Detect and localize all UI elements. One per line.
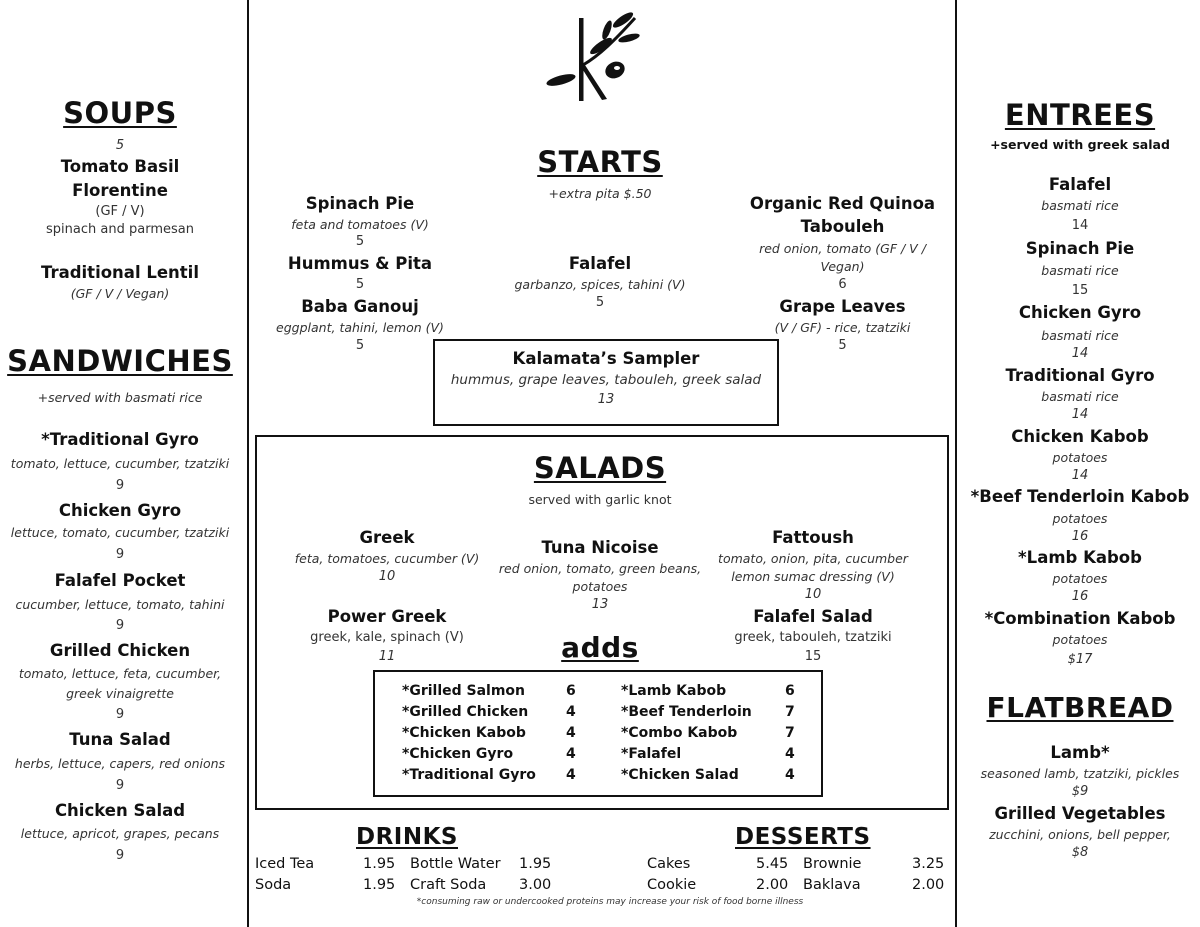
salad-power-desc: greek, kale, spinach (V) [310, 630, 464, 645]
add-item-price: 4 [566, 704, 576, 720]
start-center-price: 5 [595, 295, 605, 310]
entree-name: *Combination Kabob [984, 609, 1176, 628]
add-item-price: 6 [566, 683, 576, 699]
sandwich-price: 9 [115, 547, 125, 562]
add-item [621, 681, 795, 702]
start-price: 5 [838, 338, 847, 353]
entree-price: 16 [1071, 589, 1089, 604]
entree-name: Chicken Kabob [1011, 427, 1149, 446]
salad-fattoush-desc-line2: lemon sumac dressing (V) [731, 569, 895, 584]
sandwich-name: Falafel Pocket [54, 571, 186, 590]
add-item [621, 765, 795, 786]
start-name: Baba Ganouj [301, 297, 419, 316]
entree-price: 14 [1071, 468, 1089, 483]
sampler-desc: hummus, grape leaves, tabouleh, greek salad [450, 372, 762, 388]
start-price: 5 [355, 338, 365, 353]
salad-falafel-desc: greek, tabouleh, tzatziki [734, 630, 892, 645]
entree-name: *Beef Tenderloin Kabob [970, 487, 1190, 506]
dessert-price: 2.00 [756, 877, 789, 893]
salad-greek-desc: feta, tomatoes, cucumber (V) [294, 551, 480, 566]
add-item-name: *Lamb Kabob [621, 683, 727, 699]
flatbread-price: $9 [1071, 784, 1089, 799]
add-item-price: 7 [785, 704, 795, 720]
sandwich-desc: lettuce, apricot, grapes, pecans [20, 826, 220, 841]
drink-item [410, 854, 551, 875]
sandwich-desc-line2: greek vinaigrette [66, 686, 174, 701]
dessert-price: 5.45 [756, 856, 789, 872]
sandwich-name: Chicken Gyro [58, 501, 182, 520]
add-item-price: 4 [785, 767, 795, 783]
add-item [402, 744, 576, 765]
add-item-name: *Traditional Gyro [402, 767, 536, 783]
salad-tuna-desc-line2: potatoes [572, 579, 628, 594]
sampler-price: 13 [597, 392, 615, 407]
entree-price: 16 [1071, 529, 1089, 544]
entree-desc: basmati rice [1041, 328, 1119, 343]
soup-tags: (GF / V) [95, 204, 145, 219]
entree-name: Spinach Pie [1025, 239, 1135, 258]
sandwich-name: Grilled Chicken [49, 641, 191, 660]
add-item-price: 4 [566, 725, 576, 741]
flatbread-desc: zucchini, onions, bell pepper, [989, 827, 1171, 842]
sandwiches-subtitle: +served with basmati rice [37, 390, 203, 405]
add-item-price: 7 [785, 725, 795, 741]
start-name-line2: Tabouleh [800, 217, 885, 236]
start-price: 5 [355, 234, 365, 249]
add-item-price: 4 [785, 746, 795, 762]
starts-title: STARTS [537, 145, 663, 179]
salad-falafel-name: Falafel Salad [753, 607, 873, 626]
start-desc-line2: Vegan) [820, 259, 865, 274]
dessert-name: Baklava [803, 877, 861, 893]
salad-tuna-price: 13 [591, 597, 609, 612]
start-name-line1: Organic Red Quinoa [749, 194, 936, 213]
add-item [402, 702, 576, 723]
dessert-name: Cookie [647, 877, 697, 893]
sandwich-price: 9 [115, 848, 125, 863]
start-name: Hummus & Pita [287, 254, 433, 273]
salad-power-price: 11 [378, 649, 396, 664]
sandwich-desc: tomato, lettuce, feta, cucumber, [18, 666, 222, 681]
add-item-name: *Grilled Salmon [402, 683, 526, 699]
sampler-name: Kalamata’s Sampler [512, 349, 700, 368]
soup-name-line2: Florentine [72, 181, 168, 200]
entree-desc: basmati rice [1041, 263, 1119, 278]
add-item-name: *Grilled Chicken [402, 704, 529, 720]
start-center-desc: garbanzo, spices, tahini (V) [514, 277, 686, 292]
start-center-name: Falafel [568, 254, 632, 273]
entrees-subtitle: +served with greek salad [990, 137, 1170, 152]
salad-power-name: Power Greek [327, 607, 447, 626]
drink-price: 1.95 [363, 856, 396, 872]
dessert-price: 3.25 [912, 856, 945, 872]
salads-subtitle: served with garlic knot [528, 492, 672, 507]
drink-item [255, 854, 395, 875]
start-desc-line1: red onion, tomato (GF / V / [759, 241, 926, 256]
sandwich-desc: tomato, lettuce, cucumber, tzatziki [10, 456, 230, 471]
add-item [402, 723, 576, 744]
drink-item [410, 875, 551, 896]
add-item-name: *Combo Kabob [621, 725, 738, 741]
sandwich-desc: cucumber, lettuce, tomato, tahini [15, 597, 225, 612]
salad-fattoush-name: Fattoush [772, 528, 854, 547]
adds-list-right [621, 681, 795, 786]
add-item-name: *Chicken Gyro [402, 746, 514, 762]
dessert-item [803, 875, 944, 896]
entree-desc: basmati rice [1041, 389, 1119, 404]
soup-name-line1: Tomato Basil [60, 157, 180, 176]
footnote: *consuming raw or undercooked proteins may increase your risk of food borne illness [416, 897, 804, 907]
olive-branch-icon [545, 10, 645, 105]
right-divider [955, 0, 957, 927]
sandwiches-title: SANDWICHES [7, 344, 233, 378]
drinks-title: DRINKS [356, 824, 458, 850]
salad-fattoush-desc-line1: tomato, onion, pita, cucumber [718, 551, 908, 566]
sandwich-desc: lettuce, tomato, cucumber, tzatziki [10, 525, 230, 540]
entrees-title: ENTREES [1004, 98, 1156, 132]
kalamata-logo [545, 10, 645, 105]
soups-price: 5 [115, 138, 125, 153]
salad-fattoush-price: 10 [804, 587, 822, 602]
entree-desc: potatoes [1052, 632, 1108, 647]
start-name: Spinach Pie [305, 194, 415, 213]
salad-tuna-desc-line1: red onion, tomato, green beans, [498, 561, 702, 576]
start-name: Grape Leaves [779, 297, 906, 316]
drink-name: Craft Soda [410, 877, 487, 893]
soup-lentil-desc: (GF / V / Vegan) [70, 286, 170, 301]
flatbread-name: Lamb* [1050, 743, 1110, 762]
entree-price: $17 [1067, 652, 1093, 667]
sandwich-price: 9 [115, 478, 125, 493]
drink-name: Soda [255, 877, 292, 893]
salad-greek-price: 10 [378, 569, 396, 584]
add-item-name: *Chicken Kabob [402, 725, 526, 741]
entree-name: Chicken Gyro [1018, 303, 1142, 322]
salad-greek-name: Greek [359, 528, 415, 547]
flatbread-desc: seasoned lamb, tzatziki, pickles [980, 766, 1180, 781]
entree-desc: potatoes [1052, 571, 1108, 586]
add-item-name: *Beef Tenderloin [621, 704, 752, 720]
flatbread-price: $8 [1071, 845, 1089, 860]
drink-name: Iced Tea [255, 856, 315, 872]
start-desc: feta and tomatoes (V) [291, 217, 429, 232]
add-item [621, 723, 795, 744]
entree-name: Traditional Gyro [1005, 366, 1155, 385]
adds-list-left [402, 681, 576, 786]
salads-title: SALADS [533, 451, 667, 485]
drink-price: 1.95 [363, 877, 396, 893]
add-item-price: 4 [566, 767, 576, 783]
entree-price: 14 [1071, 218, 1089, 233]
add-item-price: 4 [566, 746, 576, 762]
sandwich-name: Tuna Salad [69, 730, 171, 749]
dessert-item [647, 854, 788, 875]
sandwich-name: Chicken Salad [54, 801, 186, 820]
adds-title: adds [561, 631, 639, 664]
start-desc: eggplant, tahini, lemon (V) [276, 320, 444, 335]
entree-desc: potatoes [1052, 450, 1108, 465]
dessert-item [647, 875, 788, 896]
drink-name: Bottle Water [410, 856, 501, 872]
drink-price: 3.00 [519, 877, 552, 893]
start-desc: (V / GF) - rice, tzatziki [774, 320, 911, 335]
soup-lentil-name: Traditional Lentil [41, 263, 199, 282]
add-item [402, 765, 576, 786]
dessert-item [803, 854, 944, 875]
dessert-price: 2.00 [912, 877, 945, 893]
dessert-name: Brownie [803, 856, 862, 872]
sandwich-desc: herbs, lettuce, capers, red onions [14, 756, 226, 771]
sandwich-price: 9 [115, 778, 125, 793]
entree-name: Falafel [1048, 175, 1112, 194]
flatbread-title: FLATBREAD [986, 691, 1174, 724]
add-item-price: 6 [785, 683, 795, 699]
entree-desc: basmati rice [1041, 198, 1119, 213]
soup-desc: spinach and parmesan [46, 222, 194, 237]
start-price: 5 [355, 277, 365, 292]
entree-price: 14 [1071, 346, 1089, 361]
add-item-name: *Chicken Salad [621, 767, 739, 783]
drink-price: 1.95 [519, 856, 552, 872]
salad-falafel-price: 15 [804, 649, 822, 664]
entree-price: 14 [1071, 407, 1089, 422]
sandwich-price: 9 [115, 618, 125, 633]
left-divider [247, 0, 249, 927]
desserts-title: DESSERTS [735, 824, 871, 850]
add-item-name: *Falafel [621, 746, 682, 762]
flatbread-name: Grilled Vegetables [994, 804, 1166, 823]
entree-price: 15 [1071, 283, 1089, 298]
soups-title: SOUPS [63, 96, 177, 130]
start-price: 6 [838, 277, 847, 292]
sandwich-price: 9 [115, 707, 125, 722]
starts-subtitle: +extra pita $.50 [548, 186, 652, 201]
add-item [621, 744, 795, 765]
sandwich-name: *Traditional Gyro [41, 430, 199, 449]
dessert-name: Cakes [647, 856, 691, 872]
salad-tuna-name: Tuna Nicoise [541, 538, 659, 557]
entree-desc: potatoes [1052, 511, 1108, 526]
add-item [621, 702, 795, 723]
drink-item [255, 875, 395, 896]
add-item [402, 681, 576, 702]
entree-name: *Lamb Kabob [1018, 548, 1142, 567]
